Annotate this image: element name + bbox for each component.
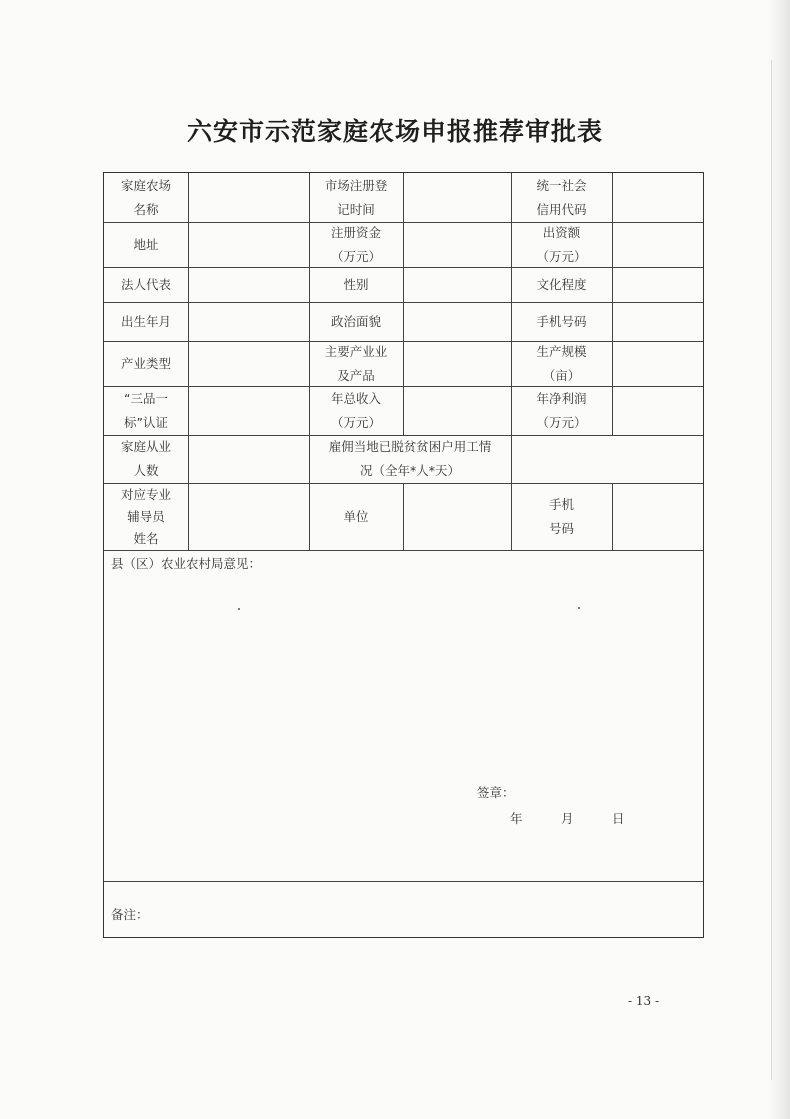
remarks-label: 备注： bbox=[111, 907, 149, 922]
row-divider bbox=[104, 881, 703, 882]
label-mentor-phone: 手机 号码 bbox=[548, 496, 574, 536]
label-birth-date: 出生年月 bbox=[120, 313, 171, 329]
col-divider bbox=[403, 483, 404, 550]
label-phone: 手机号码 bbox=[536, 313, 587, 329]
row-divider bbox=[104, 550, 703, 551]
col-divider bbox=[612, 483, 613, 550]
label-main-industry: 主要产业业 及产品 bbox=[324, 343, 388, 383]
label-mentor-name: 对应专业 辅导员 姓名 bbox=[120, 486, 171, 546]
col-divider bbox=[403, 173, 404, 435]
label-net-profit: 年净利润 （万元） bbox=[536, 390, 587, 430]
label-education: 文化程度 bbox=[536, 276, 587, 292]
date-day: 日 bbox=[612, 811, 625, 826]
label-legal-representative: 法人代表 bbox=[120, 276, 171, 292]
date-year: 年 bbox=[510, 811, 523, 826]
label-gender: 性别 bbox=[343, 276, 369, 292]
label-production-scale: 生产规模 （亩） bbox=[536, 343, 587, 383]
opinion-label: 县（区）农业农村局意见： bbox=[111, 556, 262, 571]
label-industry-type: 产业类型 bbox=[120, 355, 171, 371]
label-certification: “三品一 标”认证 bbox=[124, 390, 168, 430]
application-form bbox=[103, 172, 704, 938]
label-political-status: 政治面貌 bbox=[330, 313, 381, 329]
label-registered-capital: 注册资金 （万元） bbox=[330, 224, 381, 264]
label-annual-income: 年总收入 （万元） bbox=[330, 390, 381, 430]
scan-edge-line bbox=[771, 60, 772, 1080]
label-credit-code: 统一社会 信用代码 bbox=[536, 177, 587, 217]
label-farm-name: 家庭农场 名称 bbox=[120, 177, 171, 217]
seal-label: 签章： bbox=[477, 785, 515, 800]
col-divider bbox=[188, 173, 189, 550]
label-investment: 出资额 （万元） bbox=[536, 224, 587, 264]
page-number: - 13 - bbox=[628, 994, 660, 1008]
scan-speck bbox=[578, 607, 580, 609]
label-family-workers: 家庭从业 人数 bbox=[120, 439, 171, 478]
col-divider bbox=[612, 173, 613, 435]
label-employment-poor-households: 雇佣当地已脱贫贫困户用工情 况（全年*人*天） bbox=[328, 439, 492, 478]
date-month: 月 bbox=[561, 811, 574, 826]
label-address: 地址 bbox=[133, 236, 159, 252]
label-registration-time: 市场注册登 记时间 bbox=[324, 177, 388, 217]
page-title: 六安市示范家庭农场申报推荐审批表 bbox=[186, 117, 603, 146]
scan-speck bbox=[238, 608, 240, 610]
label-unit: 单位 bbox=[343, 508, 369, 524]
